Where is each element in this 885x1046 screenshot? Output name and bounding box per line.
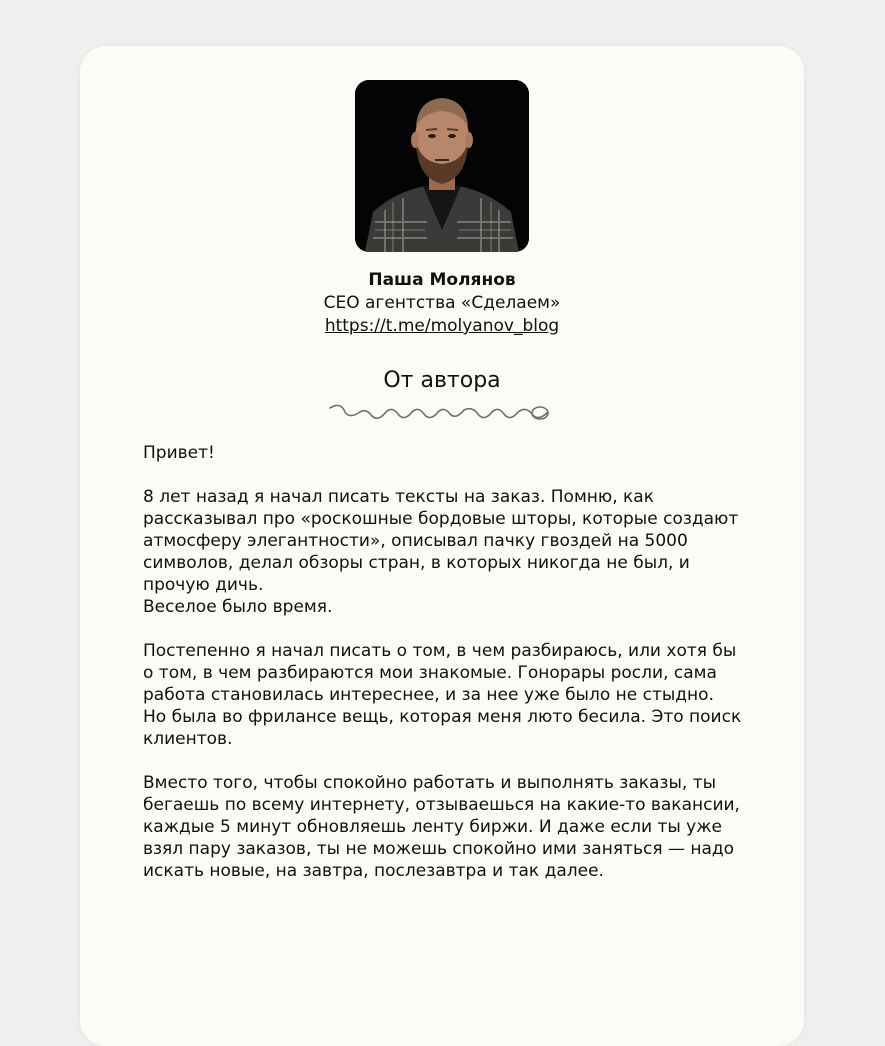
- author-card: [80, 46, 804, 1046]
- paragraph-growth-tail: Но была во фрилансе вещь, которая меня люто бесила. Это поиск клиентов.: [143, 707, 742, 749]
- author-portrait-image: [355, 80, 529, 252]
- author-telegram-link[interactable]: https://t.me/molyanov_blog: [324, 316, 560, 336]
- paragraph-greeting: Привет!: [143, 443, 215, 463]
- paragraph-growth-main: Постепенно я начал писать о том, в чем разбираюсь, или хотя бы о том, в чем разбираются мои знакомые. Гонорары росли, сама работа становилась интереснее, и за нее уже было не стыдно.: [143, 641, 737, 705]
- author-name: Паша Молянов: [368, 270, 516, 290]
- author-photo: [355, 80, 529, 252]
- script-word-chestno-image: [326, 398, 558, 428]
- paragraph-history: [143, 486, 747, 618]
- section-title: От автора: [383, 368, 501, 393]
- author-letter-text: [143, 442, 747, 904]
- paragraph-growth: [143, 640, 747, 750]
- author-link-wrapper: [80, 316, 804, 336]
- paragraph-history-main: 8 лет назад я начал писать тексты на заказ. Помню, как рассказывал про «роскошные бордовые шторы, которые создают атмосферу элегантности», описывал пачку гвоздей на 5000 символов, делал обзоры стран, в которых никогда не был, и прочую дичь.: [143, 487, 739, 595]
- paragraph-client-search: Вместо того, чтобы спокойно работать и выполнять заказы, ты бегаешь по всему интернету, отзываешься на какие-то вакансии, каждые 5 минут обновляешь ленту биржи. И даже если ты уже взял пару заказов, ты не можешь спокойно ими заняться — надо искать новые, на завтра, послезавтра и так далее.: [143, 773, 740, 881]
- author-role: CEO агентства «Сделаем»: [323, 293, 561, 313]
- paragraph-history-tail: Веселое было время.: [143, 597, 333, 617]
